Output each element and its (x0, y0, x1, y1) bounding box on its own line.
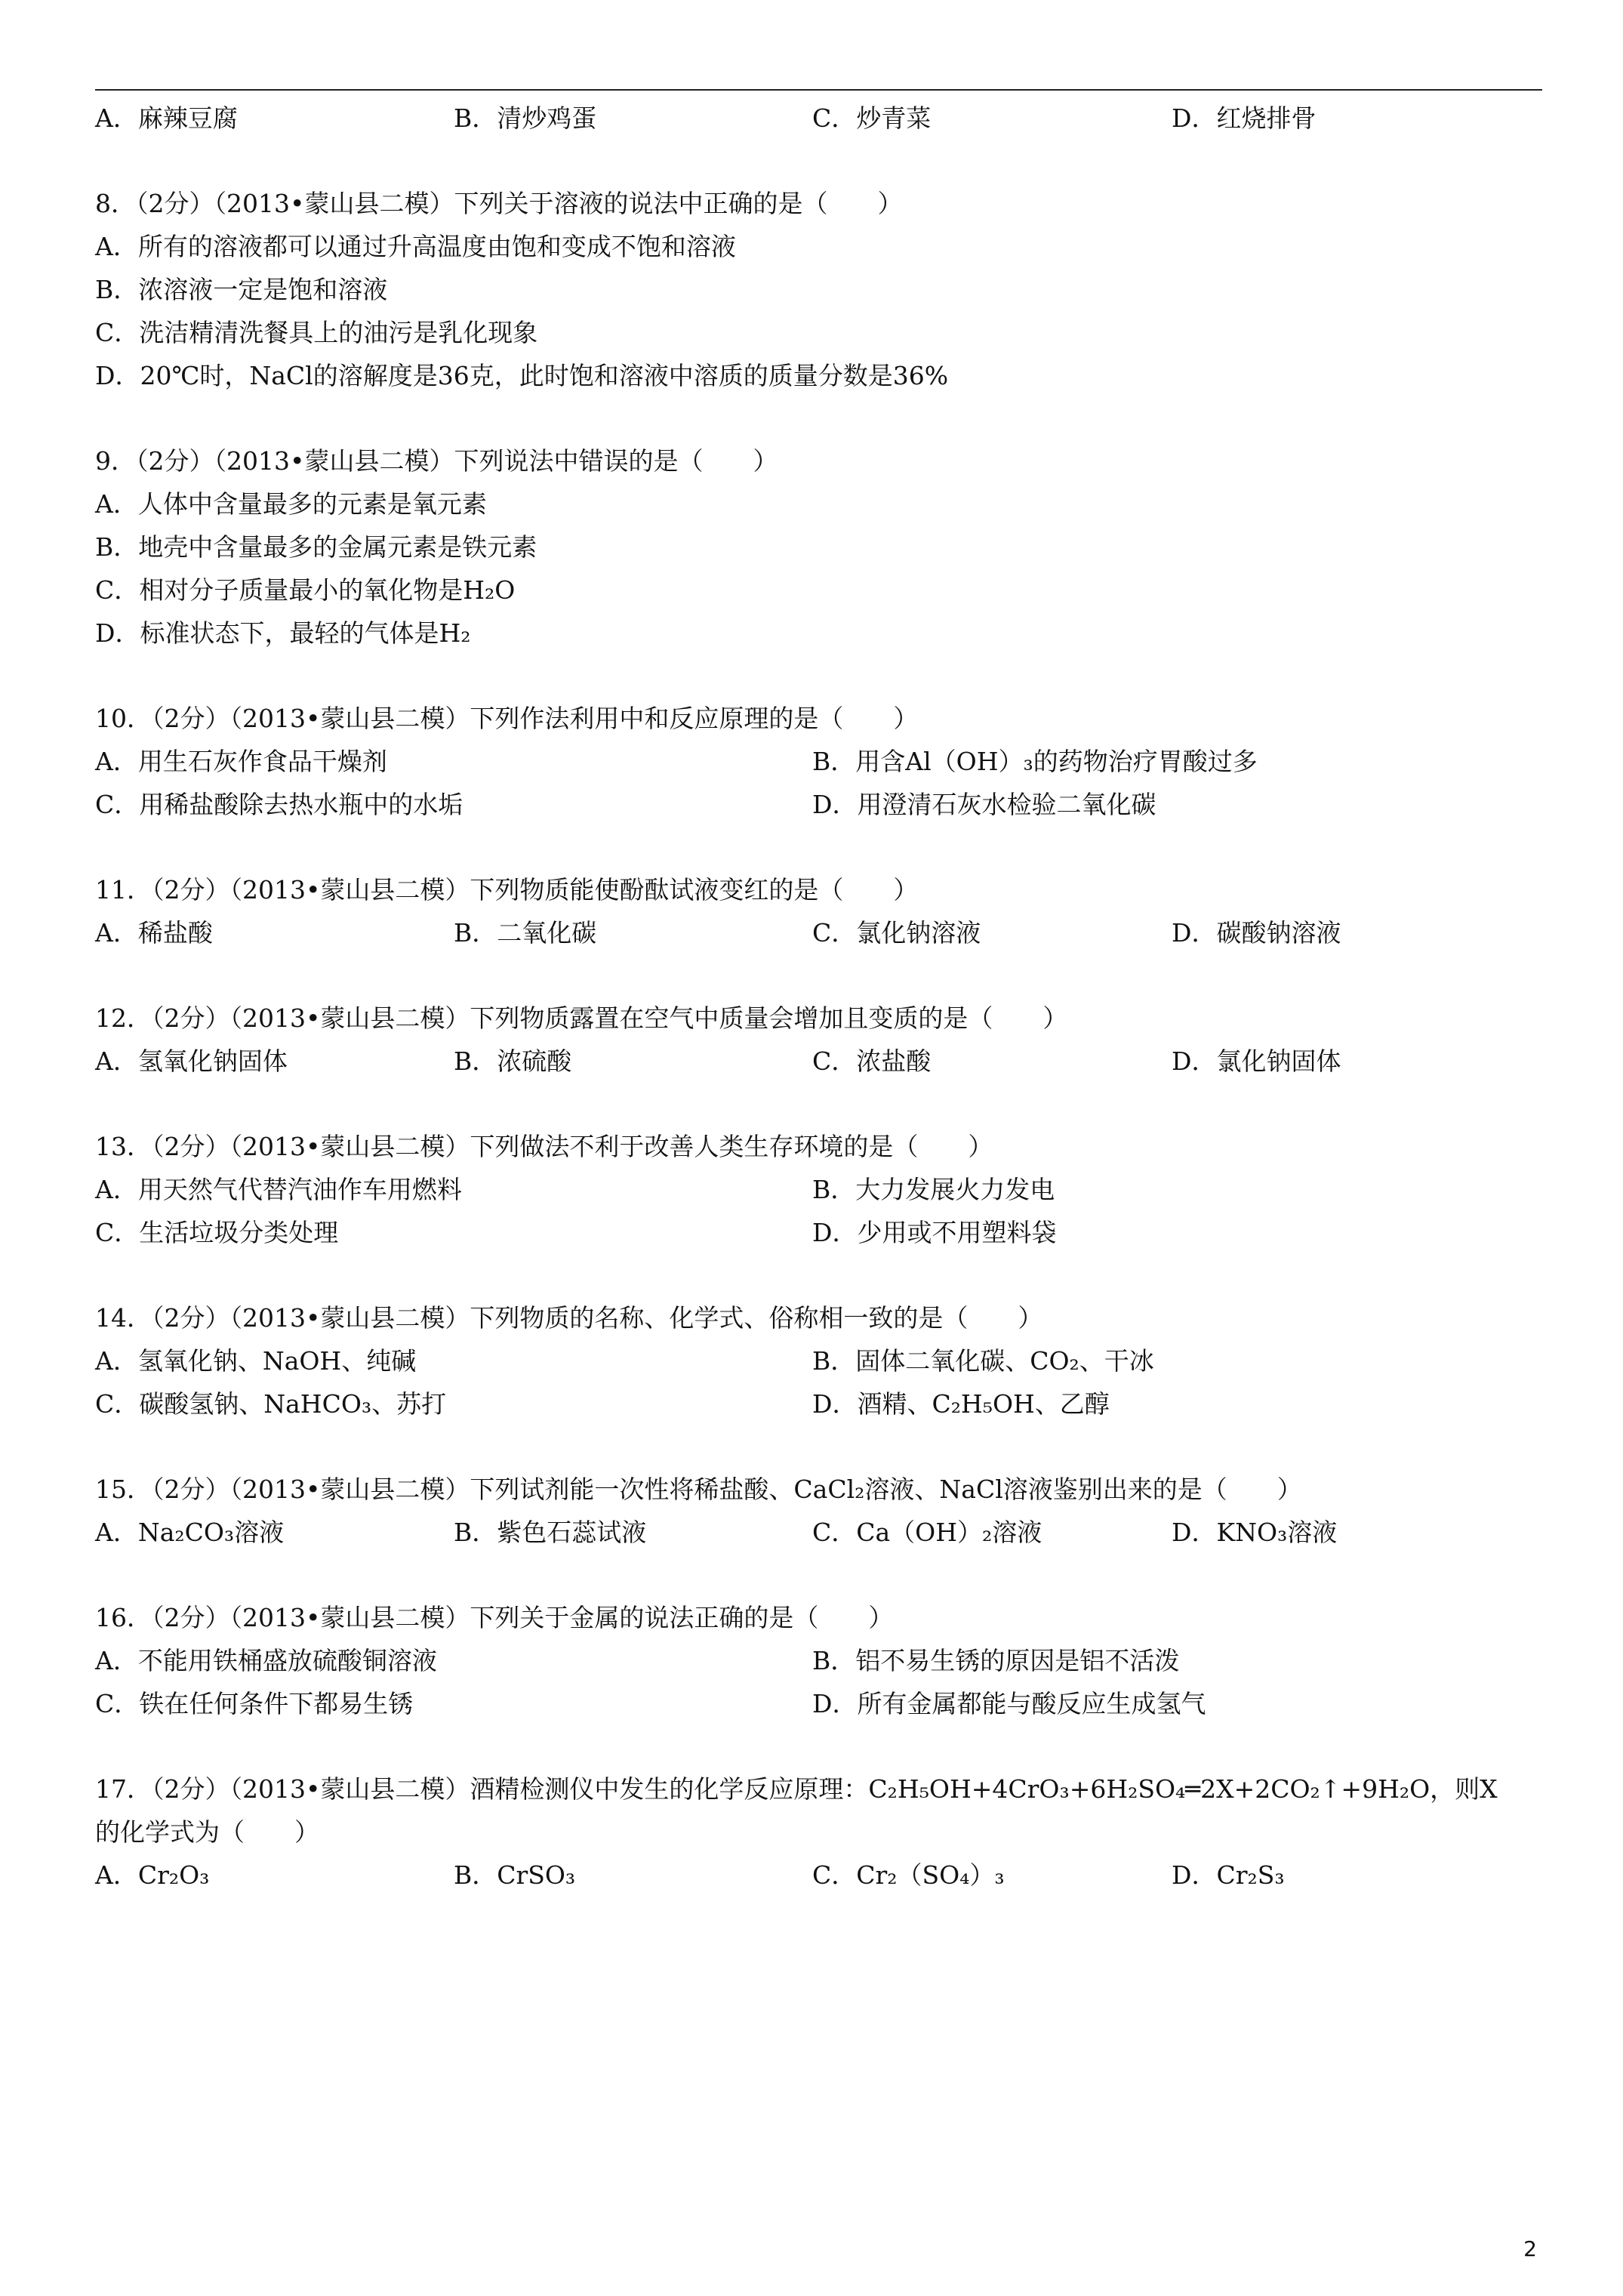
question-13 (95, 1125, 1542, 1254)
q17-option-c: C．Cr₂（SO₄）₃ (812, 1860, 1005, 1890)
question-8 (95, 182, 1542, 397)
q10-stem: 10．（2分）（2013•蒙山县二模）下列作法利用中和反应原理的是（ ） (95, 704, 919, 733)
q12-option-b: B．浓硫酸 (454, 1046, 572, 1076)
q7-option-b: B．清炒鸡蛋 (454, 103, 597, 133)
exam-page (95, 97, 1542, 1897)
q12-option-c: C．浓盐酸 (812, 1046, 932, 1076)
question-15 (95, 1468, 1542, 1554)
q13-option-a: A．用天然气代替汽油作车用燃料 (95, 1175, 462, 1204)
q14-option-b: B．固体二氧化碳、CO₂、干冰 (812, 1346, 1154, 1376)
q14-stem: 14．（2分）（2013•蒙山县二模）下列物质的名称、化学式、俗称相一致的是（ ） (95, 1303, 1043, 1333)
q17-stem-continued: 的化学式为（ ） (95, 1817, 319, 1847)
q15-stem: 15．（2分）（2013•蒙山县二模）下列试剂能一次性将稀盐酸、CaCl₂溶液、NaCl溶液鉴别出来的是（ ） (95, 1475, 1302, 1504)
q8-stem: 8．（2分）（2013•蒙山县二模）下列关于溶液的说法中正确的是（ ） (95, 189, 903, 218)
q14-option-a: A．氢氧化钠、NaOH、纯碱 (95, 1346, 417, 1376)
question-16 (95, 1596, 1542, 1725)
q7-option-d: D．红烧排骨 (1172, 103, 1317, 133)
q12-option-d: D．氯化钠固体 (1172, 1046, 1341, 1076)
page-number: 2 (1523, 2236, 1537, 2261)
q15-option-d: D．KNO₃溶液 (1172, 1518, 1338, 1547)
q14-option-c: C．碳酸氢钠、NaHCO₃、苏打 (95, 1389, 447, 1419)
q16-option-b: B．铝不易生锈的原因是铝不活泼 (812, 1646, 1180, 1675)
q7-option-c: C．炒青菜 (812, 103, 932, 133)
q13-option-b: B．大力发展火力发电 (812, 1175, 1055, 1204)
q8-option-c: C．洗洁精清洗餐具上的油污是乳化现象 (95, 318, 538, 347)
q13-option-d: D．少用或不用塑料袋 (812, 1218, 1057, 1247)
q12-stem: 12．（2分）（2013•蒙山县二模）下列物质露置在空气中质量会增加且变质的是（ ） (95, 1003, 1068, 1033)
q8-option-b: B．浓溶液一定是饱和溶液 (95, 275, 388, 304)
q11-option-c: C．氯化钠溶液 (812, 918, 981, 948)
q11-option-a: A．稀盐酸 (95, 918, 213, 948)
q8-option-a: A．所有的溶液都可以通过升高温度由饱和变成不饱和溶液 (95, 232, 736, 261)
q16-stem: 16．（2分）（2013•蒙山县二模）下列关于金属的说法正确的是（ ） (95, 1603, 894, 1632)
question-10 (95, 697, 1542, 826)
question-14 (95, 1296, 1542, 1425)
q9-option-b: B．地壳中含量最多的金属元素是铁元素 (95, 532, 537, 562)
q14-option-d: D．酒精、C₂H₅OH、乙醇 (812, 1389, 1110, 1419)
q15-option-b: B．紫色石蕊试液 (454, 1518, 647, 1547)
q11-stem: 11．（2分）（2013•蒙山县二模）下列物质能使酚酞试液变红的是（ ） (95, 875, 919, 905)
q13-option-c: C．生活垃圾分类处理 (95, 1218, 339, 1247)
q16-option-d: D．所有金属都能与酸反应生成氢气 (812, 1689, 1206, 1718)
header-rule (95, 89, 1542, 91)
q9-option-d: D．标准状态下，最轻的气体是H₂ (95, 618, 471, 648)
q7-options (95, 97, 1542, 140)
q17-stem: 17．（2分）（2013•蒙山县二模）酒精检测仪中发生的化学反应原理：C₂H₅OH+4CrO₃+6H₂SO₄═2X+2CO₂↑+9H₂O，则X (95, 1774, 1498, 1804)
q11-option-d: D．碳酸钠溶液 (1172, 918, 1341, 948)
q9-option-a: A．人体中含量最多的元素是氧元素 (95, 489, 487, 519)
q7-option-a: A．麻辣豆腐 (95, 103, 238, 133)
q10-option-d: D．用澄清石灰水检验二氧化碳 (812, 790, 1156, 819)
question-17 (95, 1767, 1542, 1897)
q17-option-a: A．Cr₂O₃ (95, 1860, 210, 1890)
q12-option-a: A．氢氧化钠固体 (95, 1046, 288, 1076)
q17-option-d: D．Cr₂S₃ (1172, 1860, 1285, 1890)
q13-stem: 13．（2分）（2013•蒙山县二模）下列做法不利于改善人类生存环境的是（ ） (95, 1132, 993, 1161)
q10-option-c: C．用稀盐酸除去热水瓶中的水垢 (95, 790, 463, 819)
q15-option-a: A．Na₂CO₃溶液 (95, 1518, 285, 1547)
q10-option-a: A．用生石灰作食品干燥剂 (95, 747, 387, 776)
q8-option-d: D．20℃时，NaCl的溶解度是36克，此时饱和溶液中溶质的质量分数是36% (95, 361, 949, 390)
question-12 (95, 997, 1542, 1083)
q11-option-b: B．二氧化碳 (454, 918, 597, 948)
q9-option-c: C．相对分子质量最小的氧化物是H₂O (95, 575, 516, 605)
q10-option-b: B．用含Al（OH）₃的药物治疗胃酸过多 (812, 747, 1258, 776)
q17-option-b: B．CrSO₃ (454, 1860, 576, 1890)
question-9 (95, 439, 1542, 655)
question-11 (95, 868, 1542, 954)
q16-option-c: C．铁在任何条件下都易生锈 (95, 1689, 414, 1718)
q9-stem: 9．（2分）（2013•蒙山县二模）下列说法中错误的是（ ） (95, 446, 778, 476)
q15-option-c: C．Ca（OH）₂溶液 (812, 1518, 1042, 1547)
q16-option-a: A．不能用铁桶盛放硫酸铜溶液 (95, 1646, 437, 1675)
